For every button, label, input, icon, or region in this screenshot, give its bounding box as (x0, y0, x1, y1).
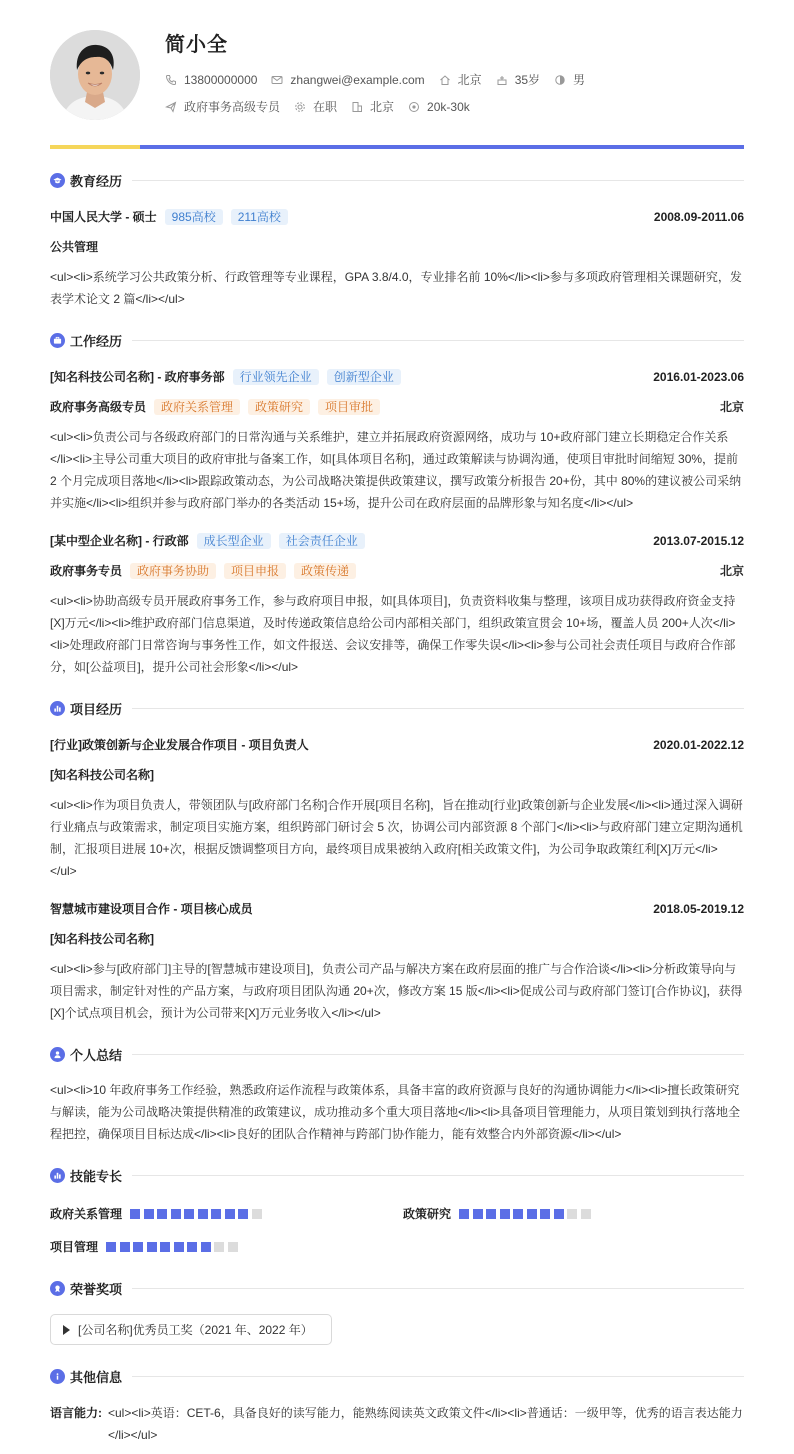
briefcase-icon (50, 333, 65, 348)
send-icon (165, 101, 177, 113)
target-city-item (351, 98, 394, 115)
bar-chart-icon (50, 701, 65, 716)
education-major-row (50, 238, 744, 255)
skill-level-empty (214, 1242, 224, 1252)
salary-item (408, 100, 470, 114)
position-text: 政府事务高级专员 (184, 100, 281, 114)
education-description: <ul><li>系统学习公共政策分析、行政管理等专业课程，GPA 3.8/4.0，专业排名前 10%</li><li>参与多项政府管理相关课题研究，发表学术论文 2 篇</li></ul> (50, 270, 742, 306)
role-tag: 项目审批 (318, 399, 380, 415)
company-name: [某中型企业名称] - 行政部 (50, 534, 189, 548)
section-education (50, 171, 744, 190)
section-title-text: 其他信息 (70, 1370, 123, 1385)
honor-item[interactable] (50, 1314, 332, 1345)
gear-icon (294, 101, 306, 113)
company-tag: 社会责任企业 (279, 533, 365, 549)
skill-level-filled (171, 1209, 181, 1219)
skill-level-filled (120, 1242, 130, 1252)
project-name: 智慧城市建设项目合作 - 项目核心成员 (50, 902, 253, 916)
project-date: 2018.05-2019.12 (653, 901, 744, 916)
work-role-row (50, 398, 744, 415)
skill-level-filled (486, 1209, 496, 1219)
skill-level-filled (147, 1242, 157, 1252)
building-icon (351, 101, 363, 113)
salary-icon (408, 101, 420, 113)
skill-item (403, 1205, 594, 1222)
salary-text: 20k-30k (427, 99, 470, 114)
header-divider (50, 145, 744, 149)
project-description: <ul><li>作为项目负责人，带领团队与[政府部门名称]合作开展[项目名称]，旨在推动[行业]政策创新与企业发展</li><li>通过深入调研行业痛点与政策需求，制定项目实施方案，组织跨部门研讨会 5 次，协调公司内部资源 8 个部门</li><li>与政府部门建立定期沟通机制，汇报项目进展 10+次，根据反馈调整项目方向，最终项目成果被纳入政府[相关政策文件]，为公司争取政策红利[X]万元</li></ul> (50, 798, 743, 878)
skill-level (106, 1242, 241, 1252)
job-intent-row (165, 98, 484, 115)
location-item (439, 71, 482, 88)
gender-item (554, 71, 585, 88)
phone-text: 13800000000 (184, 72, 258, 87)
language-value: <ul><li>英语：CET-6，具备良好的读写能力，能熟练阅读英文政策文件</li><li>普通话：一级甲等，优秀的语言表达能力</li></ul> (108, 1406, 743, 1442)
section-title-text: 工作经历 (70, 334, 123, 349)
role-name: 政府事务高级专员 (50, 400, 147, 414)
company-tag: 创新型企业 (327, 369, 401, 385)
work-city: 北京 (719, 564, 744, 578)
project-company: [知名科技公司名称] (50, 768, 154, 782)
project-description: <ul><li>参与[政府部门]主导的[智慧城市建设项目]，负责公司产品与解决方案在政府层面的推广与合作洽谈</li><li>分析政策导向与项目需求，制定针对性的产品方案，与政府项目团队沟通 20+次，修改方案 15 版</li><li>促成公司与政府部门签订[合作协议]，获得[X]个试点项目机会，预计为公司带来[X]万元业务收入</li></ul> (50, 962, 743, 1020)
skill-level (130, 1209, 265, 1219)
section-other (50, 1367, 744, 1386)
section-title-text: 教育经历 (70, 174, 123, 189)
project-header (50, 900, 744, 917)
skill-level-empty (228, 1242, 238, 1252)
skill-name: 政府关系管理 (50, 1207, 123, 1221)
candidate-name: 简小全 (165, 34, 228, 56)
school-tag: 985高校 (165, 209, 223, 225)
section-title-text: 个人总结 (70, 1048, 123, 1063)
role-tag: 政府事务协助 (130, 563, 216, 579)
skill-level-filled (198, 1209, 208, 1219)
skill-level (459, 1209, 594, 1219)
email-text: zhangwei@example.com (290, 72, 425, 87)
email-item (271, 73, 424, 87)
skill-level-filled (459, 1209, 469, 1219)
position-item (165, 98, 280, 115)
skill-level-filled (133, 1242, 143, 1252)
summary-description: <ul><li>10 年政府事务工作经验，熟悉政府运作流程与政策体系，具备丰富的政府资源与良好的沟通协调能力</li><li>擅长政策研究与解读，能为公司战略决策提供精准的政策建议，成功推动多个重大项目落地</li><li>具备项目管理能力，从项目策划到执行落地全程把控，确保项目目标达成</li><li>良好的团队合作精神与跨部门协作能力，能有效整合内外部资源</li></ul> (50, 1083, 741, 1141)
work-role-row (50, 562, 744, 579)
language-label: 语言能力: (50, 1406, 102, 1420)
education-header (50, 208, 744, 225)
cake-icon (496, 74, 508, 86)
skill-level-filled (527, 1209, 537, 1219)
project-name: [行业]政策创新与企业发展合作项目 - 项目负责人 (50, 738, 309, 752)
home-icon (439, 74, 451, 86)
avatar (50, 30, 140, 120)
gender-text: 男 (573, 73, 586, 87)
section-title-text: 项目经历 (70, 702, 123, 717)
age-text: 35岁 (514, 73, 541, 87)
work-date: 2013.07-2015.12 (653, 533, 744, 548)
resume-header (50, 0, 744, 140)
bar-chart-icon (50, 1168, 65, 1183)
user-icon (50, 1047, 65, 1062)
language-row (50, 1402, 744, 1446)
project-company: [知名科技公司名称] (50, 932, 154, 946)
school-name: 中国人民大学 - 硕士 (50, 210, 157, 224)
skill-level-filled (473, 1209, 483, 1219)
section-projects (50, 699, 744, 718)
skill-level-filled (225, 1209, 235, 1219)
skill-level-filled (106, 1242, 116, 1252)
skill-level-filled (160, 1242, 170, 1252)
skill-item (50, 1205, 265, 1222)
info-icon (50, 1369, 65, 1384)
skill-level-filled (174, 1242, 184, 1252)
company-tag: 成长型企业 (197, 533, 271, 549)
age-item (496, 71, 540, 88)
skill-level-filled (144, 1209, 154, 1219)
role-tag: 政策研究 (248, 399, 310, 415)
location-text: 北京 (457, 73, 482, 87)
skill-level-empty (567, 1209, 577, 1219)
section-work (50, 331, 744, 350)
section-summary (50, 1045, 744, 1064)
work-date: 2016.01-2023.06 (653, 369, 744, 384)
skill-item (50, 1238, 241, 1255)
role-tag: 项目申报 (224, 563, 286, 579)
project-header (50, 736, 744, 753)
work-city: 北京 (719, 400, 744, 414)
role-tag: 政府关系管理 (154, 399, 240, 415)
work-company-row (50, 368, 744, 385)
skill-level-filled (187, 1242, 197, 1252)
skill-level-empty (581, 1209, 591, 1219)
mail-icon (271, 74, 283, 86)
gender-icon (554, 74, 566, 86)
skill-level-filled (513, 1209, 523, 1219)
skill-level-filled (540, 1209, 550, 1219)
status-text: 在职 (313, 100, 338, 114)
company-name: [知名科技公司名称] - 政府事务部 (50, 370, 225, 384)
graduation-cap-icon (50, 173, 65, 188)
education-date: 2008.09-2011.06 (653, 209, 744, 224)
work-description: <ul><li>协助高级专员开展政府事务工作，参与政府项目申报，如[具体项目]，负责资料收集与整理，该项目成功获得政府资金支持[X]万元</li><li>维护政府部门信息渠道，及时传递政策信息给公司内部相关部门，组织政策宣贯会 10+场，覆盖人员 200+人次</li><li>处理政府部门日常咨询与事务性工作，如文件报送、会议安排等，确保工作零失误</li><li>参与公司社会责任项目与政府合作部分，如[公益项目]，提升公司社会形象</li></ul> (50, 594, 736, 674)
skill-level-filled (201, 1242, 211, 1252)
skill-name: 政策研究 (403, 1207, 452, 1221)
skill-level-empty (252, 1209, 262, 1219)
skill-name: 项目管理 (50, 1240, 99, 1254)
target-city-text: 北京 (370, 100, 395, 114)
skill-level-filled (238, 1209, 248, 1219)
major: 公共管理 (50, 240, 99, 254)
project-company-row (50, 766, 744, 783)
skill-level-filled (157, 1209, 167, 1219)
company-tag: 行业领先企业 (233, 369, 319, 385)
project-company-row (50, 930, 744, 947)
section-title-text: 技能专长 (70, 1169, 123, 1184)
phone-item (165, 73, 257, 87)
school-tag: 211高校 (231, 209, 288, 225)
status-item (294, 98, 337, 115)
work-description: <ul><li>负责公司与各级政府部门的日常沟通与关系维护，建立并拓展政府资源网络，成功与 10+政府部门建立长期稳定合作关系</li><li>主导公司重大项目的政府审批与备案工作，如[具体项目名称]，通过政策解读与协调沟通，使项目审批时间缩短 30%，提前 2 个月完成项目落地</li><li>跟踪政策动态，为公司战略决策提供政策建议，撰写政策分析报告 20+份，其中 80%的建议被公司采纳并实施</li><li>组织并参与政府部门举办的各类活动 15+场，提升公司在政府层面的品牌形象与知名度</li></ul> (50, 430, 742, 510)
expand-triangle-icon[interactable] (63, 1325, 70, 1335)
phone-icon (165, 74, 177, 86)
skill-level-filled (130, 1209, 140, 1219)
section-skills (50, 1166, 744, 1185)
contact-row (165, 71, 599, 88)
skill-level-filled (184, 1209, 194, 1219)
role-tag: 政策传递 (294, 563, 356, 579)
skill-level-filled (211, 1209, 221, 1219)
role-name: 政府事务专员 (50, 564, 123, 578)
project-date: 2020.01-2022.12 (653, 737, 744, 752)
award-icon (50, 1281, 65, 1296)
section-honors (50, 1279, 744, 1298)
honor-text: [公司名称]优秀员工奖（2021 年、2022 年） (78, 1323, 313, 1337)
section-title-text: 荣誉奖项 (70, 1282, 123, 1297)
work-company-row (50, 532, 744, 549)
skill-level-filled (554, 1209, 564, 1219)
skill-level-filled (500, 1209, 510, 1219)
